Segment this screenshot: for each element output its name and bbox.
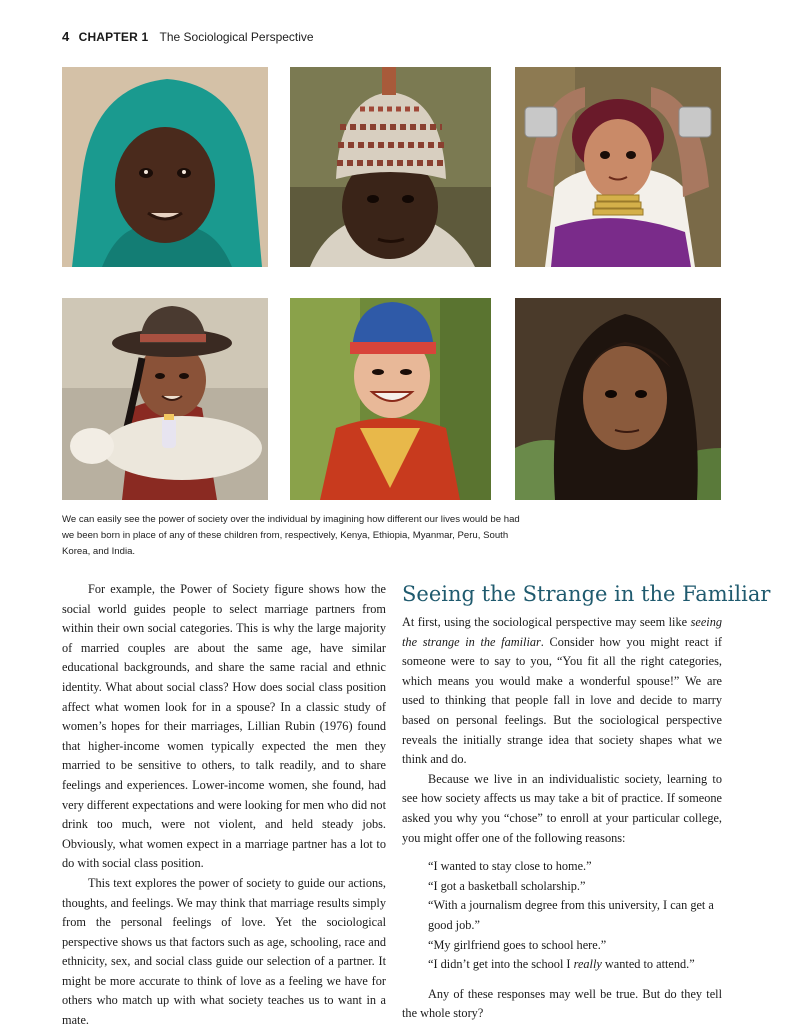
photo-child-kenya — [62, 67, 268, 267]
photo-child-india-image — [515, 298, 721, 500]
reason-quote: “With a journalism degree from this university, I can get a good job.” — [428, 898, 714, 932]
photo-child-peru — [62, 298, 268, 500]
photo-child-kenya-image — [62, 67, 268, 267]
chapter-label: CHAPTER 1 — [78, 30, 149, 44]
photo-child-ethiopia-image — [290, 67, 491, 267]
chapter-title: The Sociological Perspective — [159, 30, 314, 44]
photo-caption: We can easily see the power of society over the individual by imagining how different our lives would be had we been born in place of any of these children from, respectively, Kenya, Ethiopia, Myanmar, Peru, South Korea, and India. — [62, 514, 520, 557]
page-number: 4 — [62, 29, 70, 44]
reason-quote-start: “I didn’t get into the school I — [428, 957, 574, 972]
reasons-list — [428, 857, 722, 975]
right-paragraph-2: Because we live in an individualistic society, learning to see how society affects us may take a bit of practice. If someone asked you why you “chose” to enroll at your particular college, you might offer one of the following reasons: — [402, 771, 722, 845]
right-paragraph-1 — [402, 613, 722, 770]
photo-child-south-korea — [290, 298, 491, 500]
reason-quote: “I wanted to stay close to home.” — [428, 859, 592, 874]
section-heading: Seeing the Strange in the Familiar — [402, 582, 771, 606]
right-paragraph-1-start: At first, using the sociological perspective may seem like — [402, 615, 691, 629]
left-paragraph-1: For example, the Power of Society figure shows how the social world guides people to select marriage partners from within their own social categories. This is why the large majority of married couples are about the same age, have similar educational backgrounds, and share the same racial and ethnic identity. What about social class? How does social class position affect what women look for in a spouse? In a classic study of women’s hopes for their marriages, Lillian Rubin (1976) found that higher-income women typically expected the men they married to be sensitive to others, to talk readily, and to share feelings and experiences. Lower-income women, she found, had very different expectations and were looking for men who did not drink too much, were not violent, and held steady jobs. Obviously, what women expect in a marriage partner has a lot to do with social class position. — [62, 582, 386, 871]
photo-child-myanmar-image — [515, 67, 721, 267]
reason-quote: “I got a basketball scholarship.” — [428, 878, 586, 893]
right-paragraph-1-emphasis: seeing the strange in the familiar — [402, 615, 722, 649]
photo-child-myanmar — [515, 67, 721, 267]
reason-quote: “My girlfriend goes to school here.” — [428, 937, 607, 952]
reason-quote — [428, 955, 722, 975]
photo-child-peru-image — [62, 298, 268, 500]
left-column — [62, 580, 386, 1031]
photo-child-ethiopia — [290, 67, 491, 267]
reason-quote-emphasis: really — [573, 957, 602, 972]
running-header — [62, 29, 314, 45]
photo-child-india — [515, 298, 721, 500]
right-paragraph-1-end: . Consider how you might react if someone were to say to you, “You fit all the right categories, which means you would make a wonderful spouse!” We are used to thinking that people fall in love and decide to marry based on personal feelings. But the sociological perspective reveals the initially strange idea that society shapes what we think and do. — [402, 634, 722, 767]
right-paragraph-3: Any of these responses may well be true. But do they tell the whole story? — [402, 986, 722, 1021]
reason-quote-end: wanted to attend.” — [601, 957, 695, 972]
left-paragraph-2: This text explores the power of society to guide our actions, thoughts, and feelings. We may think that marriage results simply from the personal feelings of love. Yet the sociological perspective shows us that factors such as age, schooling, race and ethnicity, sex, and social class guide our selection of a partner. It might be more accurate to think of love as a feeling we have for others who match up with what society teaches us to want in a mate. — [62, 875, 386, 1028]
photo-child-south-korea-image — [290, 298, 491, 500]
right-column — [402, 581, 771, 1024]
